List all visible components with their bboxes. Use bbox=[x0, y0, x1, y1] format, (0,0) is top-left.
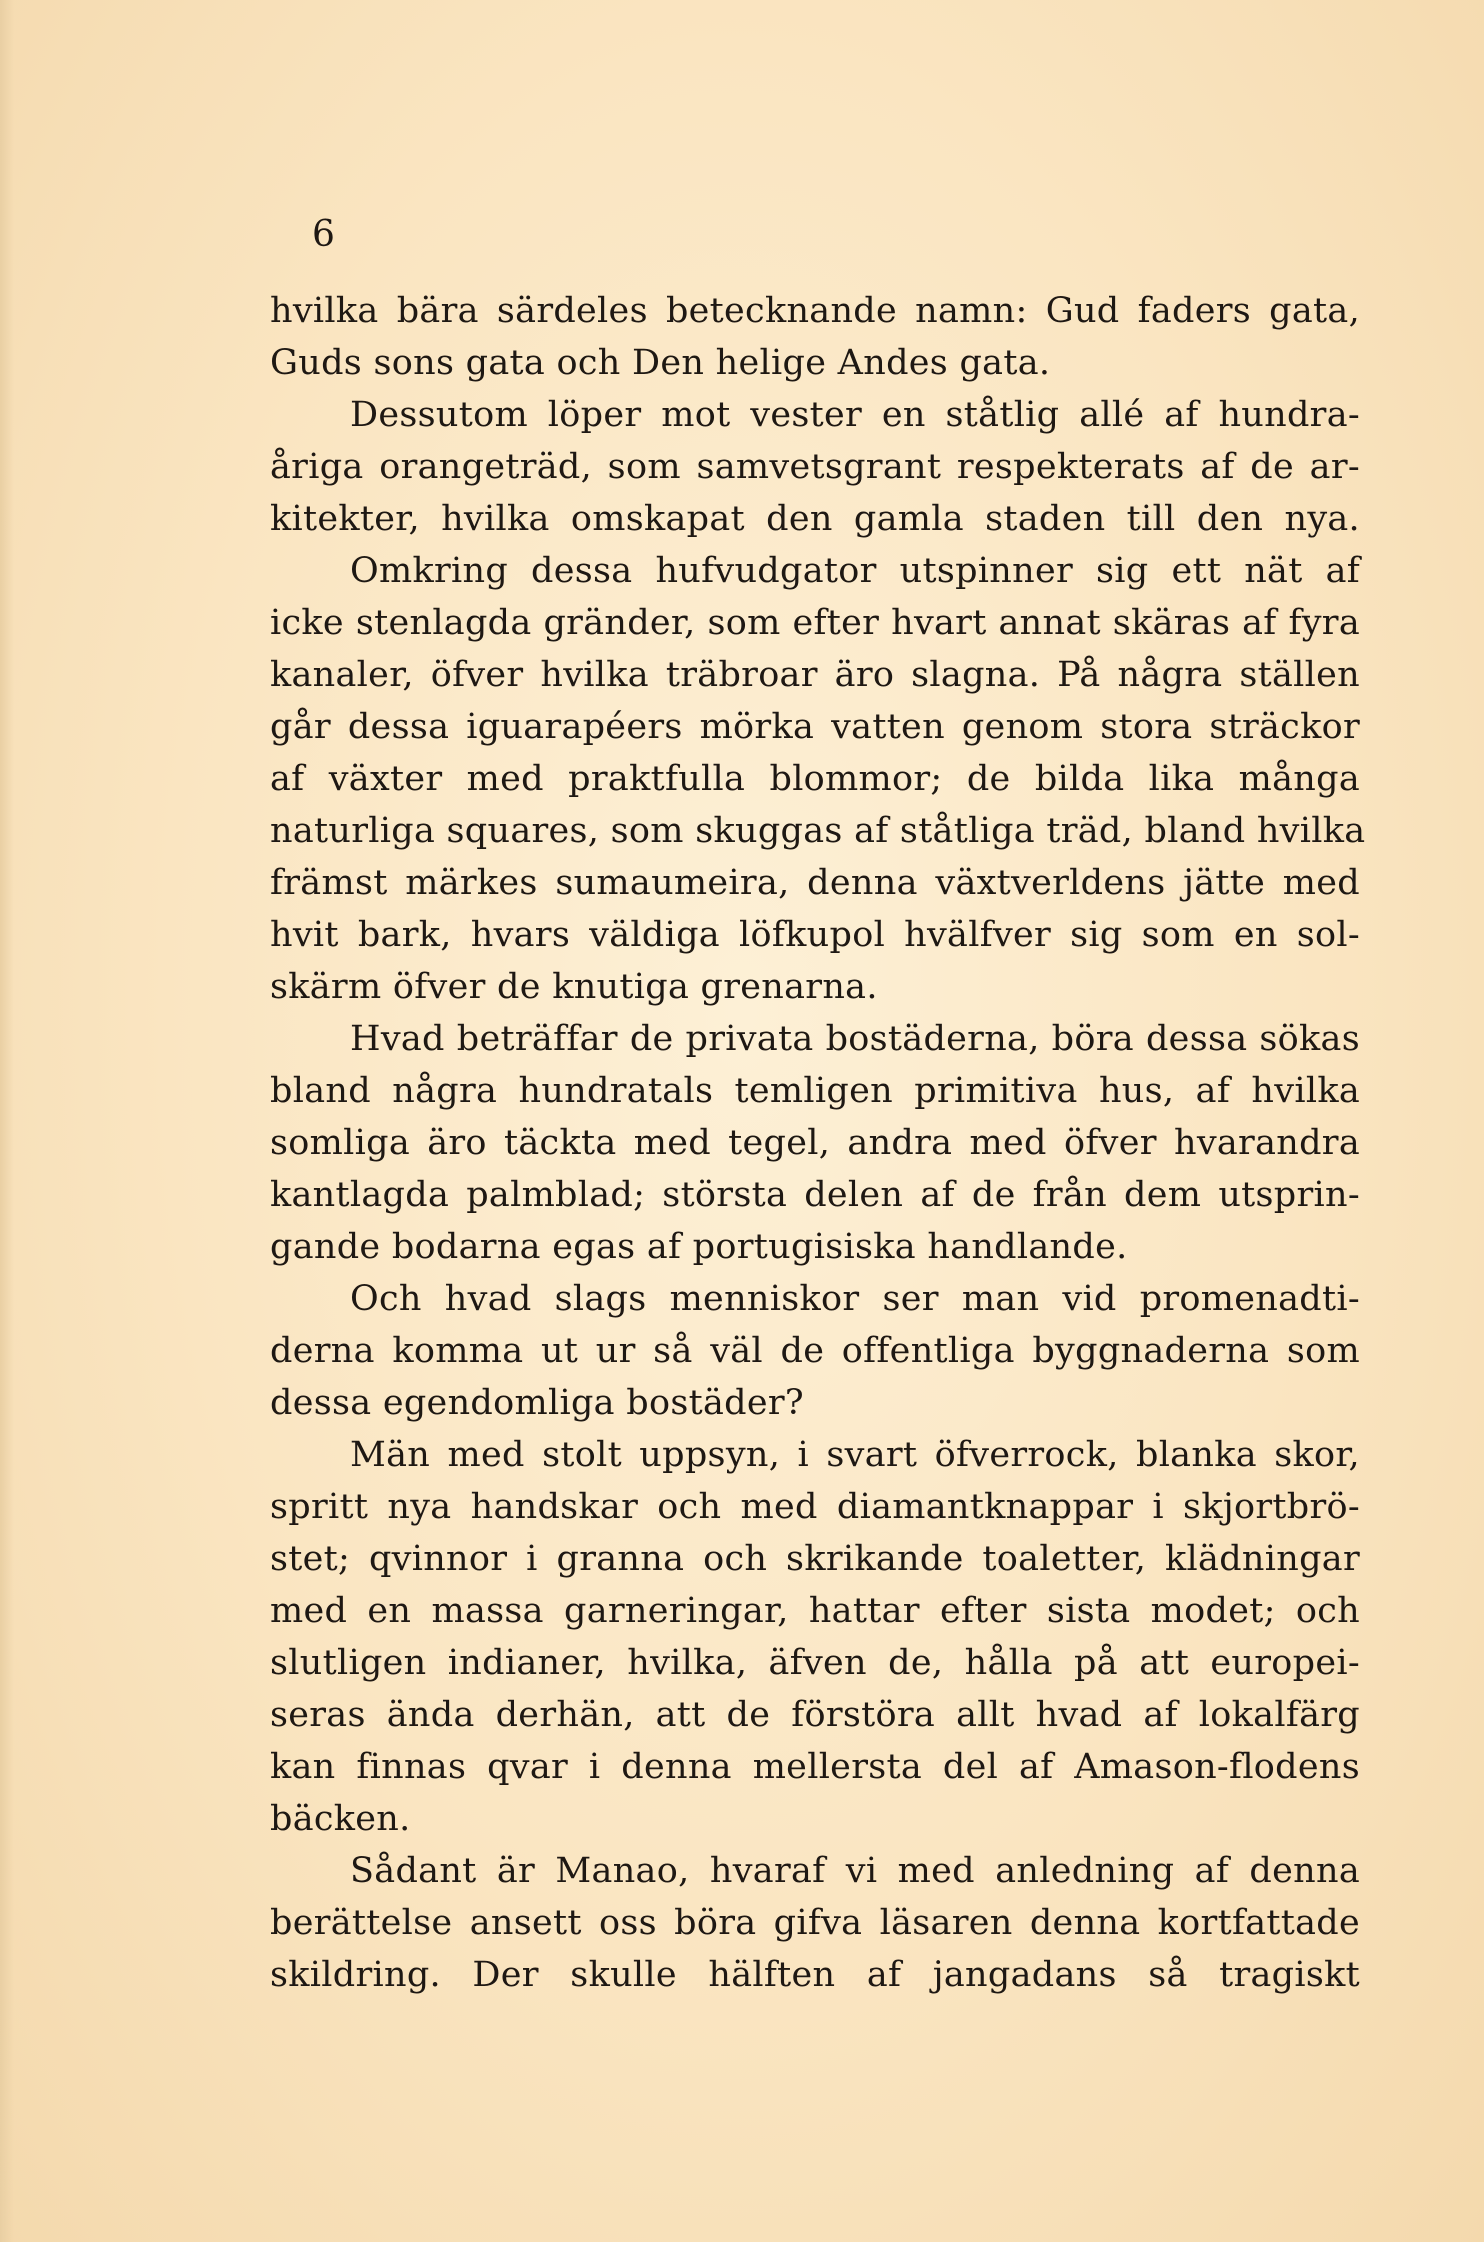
text-line: främst märkes sumaumeira, denna växtverldens jätte med bbox=[270, 863, 1360, 903]
text-line: spritt nya handskar och med diamantknappar i skjortbrö- bbox=[270, 1487, 1360, 1527]
page-number: 6 bbox=[312, 214, 335, 255]
text-line: naturliga squares, som skuggas af ståtliga träd, bland hvilka bbox=[270, 811, 1366, 851]
text-line: icke stenlagda gränder, som efter hvart annat skäras af fyra bbox=[270, 603, 1360, 643]
text-line: stet; qvinnor i granna och skrikande toaletter, klädningar bbox=[270, 1539, 1360, 1579]
text-line: bäcken. bbox=[270, 1799, 411, 1839]
text-line: Sådant är Manao, hvaraf vi med anledning af denna bbox=[350, 1851, 1360, 1891]
text-line: hvilka bära särdeles betecknande namn: Gud faders gata, bbox=[270, 291, 1360, 331]
text-line: Och hvad slags menniskor ser man vid promenadti- bbox=[350, 1279, 1360, 1319]
text-line: Dessutom löper mot vester en ståtlig allé af hundra- bbox=[350, 395, 1360, 435]
body-text bbox=[270, 285, 1366, 2001]
text-line: Män med stolt uppsyn, i svart öfverrock, blanka skor, bbox=[350, 1435, 1360, 1475]
text-line: gande bodarna egas af portugisiska handlande. bbox=[270, 1227, 1128, 1267]
text-line: kanaler, öfver hvilka träbroar äro slagna. På några ställen bbox=[270, 655, 1360, 695]
text-line: skildring. Der skulle hälften af jangadans så tragiskt bbox=[270, 1955, 1360, 1995]
text-line: derna komma ut ur så väl de offentliga byggnaderna som bbox=[270, 1331, 1360, 1371]
text-line: Guds sons gata och Den helige Andes gata. bbox=[270, 343, 1051, 383]
text-line: kantlagda palmblad; största delen af de från dem utsprin- bbox=[270, 1175, 1360, 1215]
text-line: Hvad beträffar de privata bostäderna, böra dessa sökas bbox=[350, 1019, 1360, 1059]
text-line: hvit bark, hvars väldiga löfkupol hvälfver sig som en sol- bbox=[270, 915, 1360, 955]
text-line: somliga äro täckta med tegel, andra med öfver hvarandra bbox=[270, 1123, 1360, 1163]
page-edge-shadow bbox=[0, 0, 14, 2242]
text-line: bland några hundratals temligen primitiva hus, af hvilka bbox=[270, 1071, 1360, 1111]
text-line: Omkring dessa hufvudgator utspinner sig ett nät af bbox=[350, 551, 1360, 591]
text-line: berättelse ansett oss böra gifva läsaren denna kortfattade bbox=[270, 1903, 1360, 1943]
text-line: åriga orangeträd, som samvetsgrant respekterats af de ar- bbox=[270, 447, 1360, 487]
text-line: slutligen indianer, hvilka, äfven de, hålla på att europei- bbox=[270, 1643, 1360, 1683]
text-line: af växter med praktfulla blommor; de bilda lika många bbox=[270, 759, 1360, 799]
text-line: skärm öfver de knutiga grenarna. bbox=[270, 967, 878, 1007]
text-line: kan finnas qvar i denna mellersta del af Amason-flodens bbox=[270, 1747, 1360, 1787]
text-line: seras ända derhän, att de förstöra allt hvad af lokalfärg bbox=[270, 1695, 1360, 1735]
text-line: går dessa iguarapéers mörka vatten genom stora sträckor bbox=[270, 707, 1360, 747]
text-line: kitekter, hvilka omskapat den gamla staden till den nya. bbox=[270, 499, 1360, 539]
text-line: med en massa garneringar, hattar efter sista modet; och bbox=[270, 1591, 1360, 1631]
text-line: dessa egendomliga bostäder? bbox=[270, 1383, 804, 1423]
